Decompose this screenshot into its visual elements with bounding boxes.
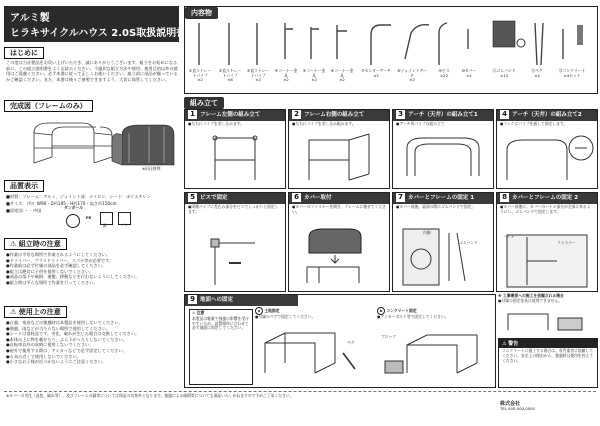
title-line2: ヒラキサイクルハウス 2.0S取扱説明書: [10, 28, 187, 39]
footer-divider: [4, 391, 596, 392]
concrete-illustration: [377, 323, 491, 379]
company-block: [500, 402, 535, 412]
step-title: アーチ（天井）の組み立て1: [408, 112, 478, 118]
step-6-illustration: [289, 223, 389, 289]
part-label: [273, 69, 299, 83]
step-note: ●左右にパイプを差し込みます。: [188, 121, 245, 126]
part-qty: ×2: [311, 77, 317, 83]
step-7-label-inside: 内側: [423, 230, 431, 235]
part-name: ⑥コーナー金具: [330, 68, 354, 78]
warning-icon: ※: [498, 293, 502, 298]
recycle-marks: [60, 206, 150, 232]
footer-note: ※カバーの劣化（退色、破れ等）、及びフレームの錆等については保証の対象外となります。強風による破損等についても保証いたしかねますので予めご了承ください。: [6, 393, 294, 398]
contractor-note: [498, 294, 596, 334]
parts-header: 内容物: [185, 7, 218, 19]
step-note: ●カバーのファスナーを開き、フレームに被せてください。: [292, 204, 386, 214]
company-contact: TEL 000-000-0000: [500, 405, 535, 411]
intro-header: はじめに: [4, 47, 44, 59]
usage-caution-item: ●小さなお子様が近づかないようにご注意ください。: [6, 359, 106, 365]
title-line1: アルミ製: [10, 13, 50, 24]
step-number: 6: [292, 193, 301, 202]
option-a-ground: [255, 307, 373, 383]
option-b-title-text: コンクリート固定: [386, 308, 417, 313]
part-label: [361, 69, 391, 78]
part-label: [397, 69, 427, 83]
part-qty: ×6: [227, 77, 233, 83]
step-title: 地面への固定: [200, 297, 234, 303]
assembly-caution-item: ●部品の落下や破損、運搬、移動などを行わないようにしてください。: [6, 274, 140, 280]
part-qty: ×4: [534, 72, 540, 78]
caution-title-text: 注意: [196, 310, 205, 315]
completion-header: 完成図（フレームのみ）: [4, 100, 93, 112]
assembly-caution-item: ●作業は平坦な場所で作業されるようにしてください。: [6, 252, 111, 257]
part-name: ⑨ビス: [438, 68, 450, 73]
warning-icon: ⚠: [192, 310, 196, 315]
step-note: ●カバー前後に、カバーのハトメ部分が全部に来るようにし、ゴムバンドで固定します。: [500, 204, 591, 214]
step-title: フレーム左側の組み立て: [200, 112, 261, 118]
step-1-illustration: [185, 130, 285, 186]
warning-icon: ⚠: [10, 240, 17, 248]
step-4-illustration: [497, 130, 597, 186]
step-1-header: [185, 110, 285, 121]
part-name: ⑧ジョイントアーチ: [397, 68, 427, 78]
contractor-illustration: [498, 308, 596, 332]
part-label: [187, 69, 213, 83]
step-note: ●カバー前後、裏面の際にゴムバンドで固定。: [396, 204, 476, 209]
part-label: [487, 69, 521, 78]
contractor-note-title: 工事業者への施工を依頼される場合: [503, 293, 564, 298]
part-name: ⑪ゴムバンド: [492, 68, 516, 73]
step-8-label-zipper: ファスナー: [557, 240, 576, 245]
part-label: [329, 69, 355, 83]
recycle-mark-pe: PE: [86, 215, 92, 220]
step-5-header: [185, 193, 285, 204]
completion-figure: [4, 113, 180, 175]
option-a-title-text: 土地固定: [264, 308, 280, 313]
block-label: ブロック: [381, 334, 397, 339]
part-label: [551, 69, 593, 78]
step-number: 2: [292, 110, 301, 119]
recycle-mark-paper: 紙: [103, 223, 107, 228]
part-qty: ×2: [255, 77, 261, 83]
part-label: [459, 69, 479, 78]
usage-caution-title: 使用上の注意: [18, 308, 61, 316]
part-name: ⑦センターアーチ: [361, 68, 391, 73]
usage-caution-item: ●シートは消耗品です。劣化、破れが生じた場合は交換してください。: [6, 331, 140, 337]
part-label: [301, 69, 327, 83]
step-7-label-band: ゴムバンド: [459, 240, 478, 245]
step-title: ビスで固定: [200, 195, 228, 201]
usage-caution-item: ●自転車以外の収納に使用しないでください。: [6, 342, 94, 348]
usage-caution-header: [4, 306, 67, 318]
peg-label: ペグ: [347, 340, 355, 345]
recycle-icon: [66, 214, 80, 228]
step-8-illustration: [497, 233, 597, 289]
step-title: カバーとフレームの固定 1: [408, 195, 475, 201]
step-6: [288, 192, 390, 292]
spec-header: 品質表示: [4, 180, 44, 192]
usage-caution-item: ●火気の近くで使用しないでください。: [6, 353, 81, 359]
step-note: ●両側パイプに差込み部分をビスでしっかりと固定します。: [188, 204, 279, 214]
step-8: [496, 192, 598, 292]
part-name: ⑩カバー: [461, 68, 477, 73]
step-9-caution: [189, 309, 253, 385]
part-qty: ×13: [499, 72, 508, 78]
parts-panel: [184, 6, 598, 94]
assembly-caution-item: ●作業前は必ず付属の部品を必ず確認してください。: [6, 263, 106, 269]
warning-box: [498, 338, 598, 388]
option-a-text: ●付属のペグで固定してください。: [255, 314, 316, 319]
step-3-illustration: [393, 130, 493, 186]
step-5-illustration: [185, 229, 285, 289]
part-qty: ×2: [373, 72, 379, 78]
assembly-caution-item: ●組立時は平らな場所で作業を行ってください。: [6, 279, 98, 285]
part-label: [217, 69, 243, 83]
step-5: [184, 192, 286, 292]
step-8-label-grommet: ハトメ: [503, 234, 515, 239]
step-6-header: [289, 193, 389, 204]
usage-caution-item: ●強風、雨などが当たらない場所で使用してください。: [6, 325, 111, 331]
assembly-caution-header: [4, 238, 67, 250]
usage-caution-list: [6, 320, 178, 365]
part-name: ⑬コンクリート: [558, 68, 586, 73]
step-note: ●フックにパイプを通して固定します。: [500, 121, 568, 126]
step-9-header: [185, 295, 298, 306]
step-7-illustration: [393, 225, 493, 289]
part-label: [525, 69, 549, 78]
spec-line-3: ■原産国：・・中国: [6, 208, 42, 213]
title-block: [4, 6, 187, 42]
part-qty: ×2: [197, 77, 203, 83]
spec-line-2: ■サイズ：（約）W90・D約195・H約170・高さ約150cm: [6, 201, 117, 206]
option-b-concrete: [377, 307, 491, 383]
step-2: [288, 109, 390, 189]
part-label: [245, 69, 271, 83]
spec-line-1: ■材質：フレーム：アルミ、ジョイント部：ナイロン、シート：ポリエチレン: [6, 194, 151, 199]
step-title: アーチ（天井）の組み立て2: [512, 112, 582, 118]
step-3-header: [393, 110, 493, 121]
part-qty: ×4セット: [563, 72, 581, 78]
step-number: 5: [188, 193, 197, 202]
option-b-title: b コンクリート固定: [377, 307, 491, 315]
part-name: ③直ストレートパイプ: [246, 68, 270, 78]
step-2-illustration: [289, 130, 389, 186]
step-7-header: [393, 193, 493, 204]
step-title: カバーとフレームの固定 2: [512, 195, 579, 201]
recycle-mark-plastic: プラ: [120, 223, 128, 228]
usage-caution-item: ●本体の上に物を載せたり、ぶら下がったりしないでください。: [6, 336, 127, 342]
steps-header: 組み立て: [184, 97, 224, 109]
part-label: [433, 69, 455, 78]
assembly-caution-item: ●組立は絶対に子供を使用しないでください。: [6, 268, 94, 274]
assembly-caution-title: 組立時の注意: [18, 240, 61, 248]
part-name: ⑫ペグ: [531, 68, 543, 73]
recycle-mark-cardboard: ダンボール: [64, 205, 83, 210]
warning-box-header: [499, 339, 597, 348]
usage-caution-item: ●屋外で使用する際は、アンカーなどで必ず固定してください。: [6, 347, 127, 353]
step-9: [184, 294, 496, 388]
step-note: ●アーチ用パイプの組み立て: [396, 121, 445, 126]
warning-box-text: コンクリートに施工する場合は、専門業者に依頼してください。安全上の理由から、強風時は使用を控えてください。: [502, 348, 594, 363]
step-2-header: [289, 110, 389, 121]
step-note: ●左右にパイプを差し込み組みます。: [292, 121, 356, 126]
part-name: ④コーナー金具: [274, 68, 298, 78]
usage-caution-item: ●台風、竜巻などの強風時は本製品を使用しないでください。: [6, 320, 123, 325]
step-number: 9: [188, 295, 197, 304]
step-title: フレーム右側の組み立て: [304, 112, 365, 118]
part-qty: ×2: [409, 77, 415, 83]
intro-text: この度は当社製品をお買い上げいただき、誠にありがとうございます。組立をお始めになる前に、この組立説明書をよくお読みください。不適切な組立方法や使用、使用目的以外の使用はご遠慮ください。必ず本書に従って正しくお使いください。組立前に部品が揃っているかご確認ください。また、本書は後々ご参照できますよう、大切に保管してください。: [6, 60, 178, 82]
step-number: 4: [500, 110, 509, 119]
contractor-note-text: ●付属の固定金具は使用できません。: [498, 297, 563, 303]
step-number: 3: [396, 110, 405, 119]
step-number: 7: [396, 193, 405, 202]
caution-text: 本製品は軽量で強風の影響を受けやすいため、設置場所に合わせて必ず地面に固定してください。: [192, 315, 249, 331]
assembly-caution-list: [6, 252, 178, 286]
step-8-header: [497, 193, 597, 204]
step-4-header: [497, 110, 597, 121]
step-7: [392, 192, 494, 292]
step-4: [496, 109, 598, 189]
part-qty: ×22: [439, 72, 448, 78]
part-qty: ×2: [283, 77, 289, 83]
company-name: 株式会社: [500, 401, 521, 407]
option-b-text: ●アンカーボルト等で固定してください。: [377, 314, 449, 319]
step-1: [184, 109, 286, 189]
step-number: 1: [188, 110, 197, 119]
option-a-title: a 土地固定: [255, 307, 373, 315]
ground-peg-illustration: [255, 323, 373, 379]
warning-icon: ⚠: [10, 308, 17, 316]
assembly-caution-item: ●ドライバー、プラスドライバー、スパナ等が必要です。: [6, 257, 114, 263]
step-3: [392, 109, 494, 189]
completion-figure-label: ※旧仕様例: [142, 166, 161, 171]
step-number: 8: [500, 193, 509, 202]
warning-box-title: 警告: [508, 341, 519, 347]
part-qty: ×1: [466, 72, 472, 78]
part-name: ②直ストレートパイプ: [218, 68, 242, 78]
part-name: ①直ストレートパイプ: [188, 68, 212, 78]
warning-icon: ⚠: [502, 341, 507, 347]
part-qty: ×2: [339, 77, 345, 83]
part-name: ⑤コーナー金具: [302, 68, 326, 78]
step-title: カバー取付: [304, 195, 332, 201]
